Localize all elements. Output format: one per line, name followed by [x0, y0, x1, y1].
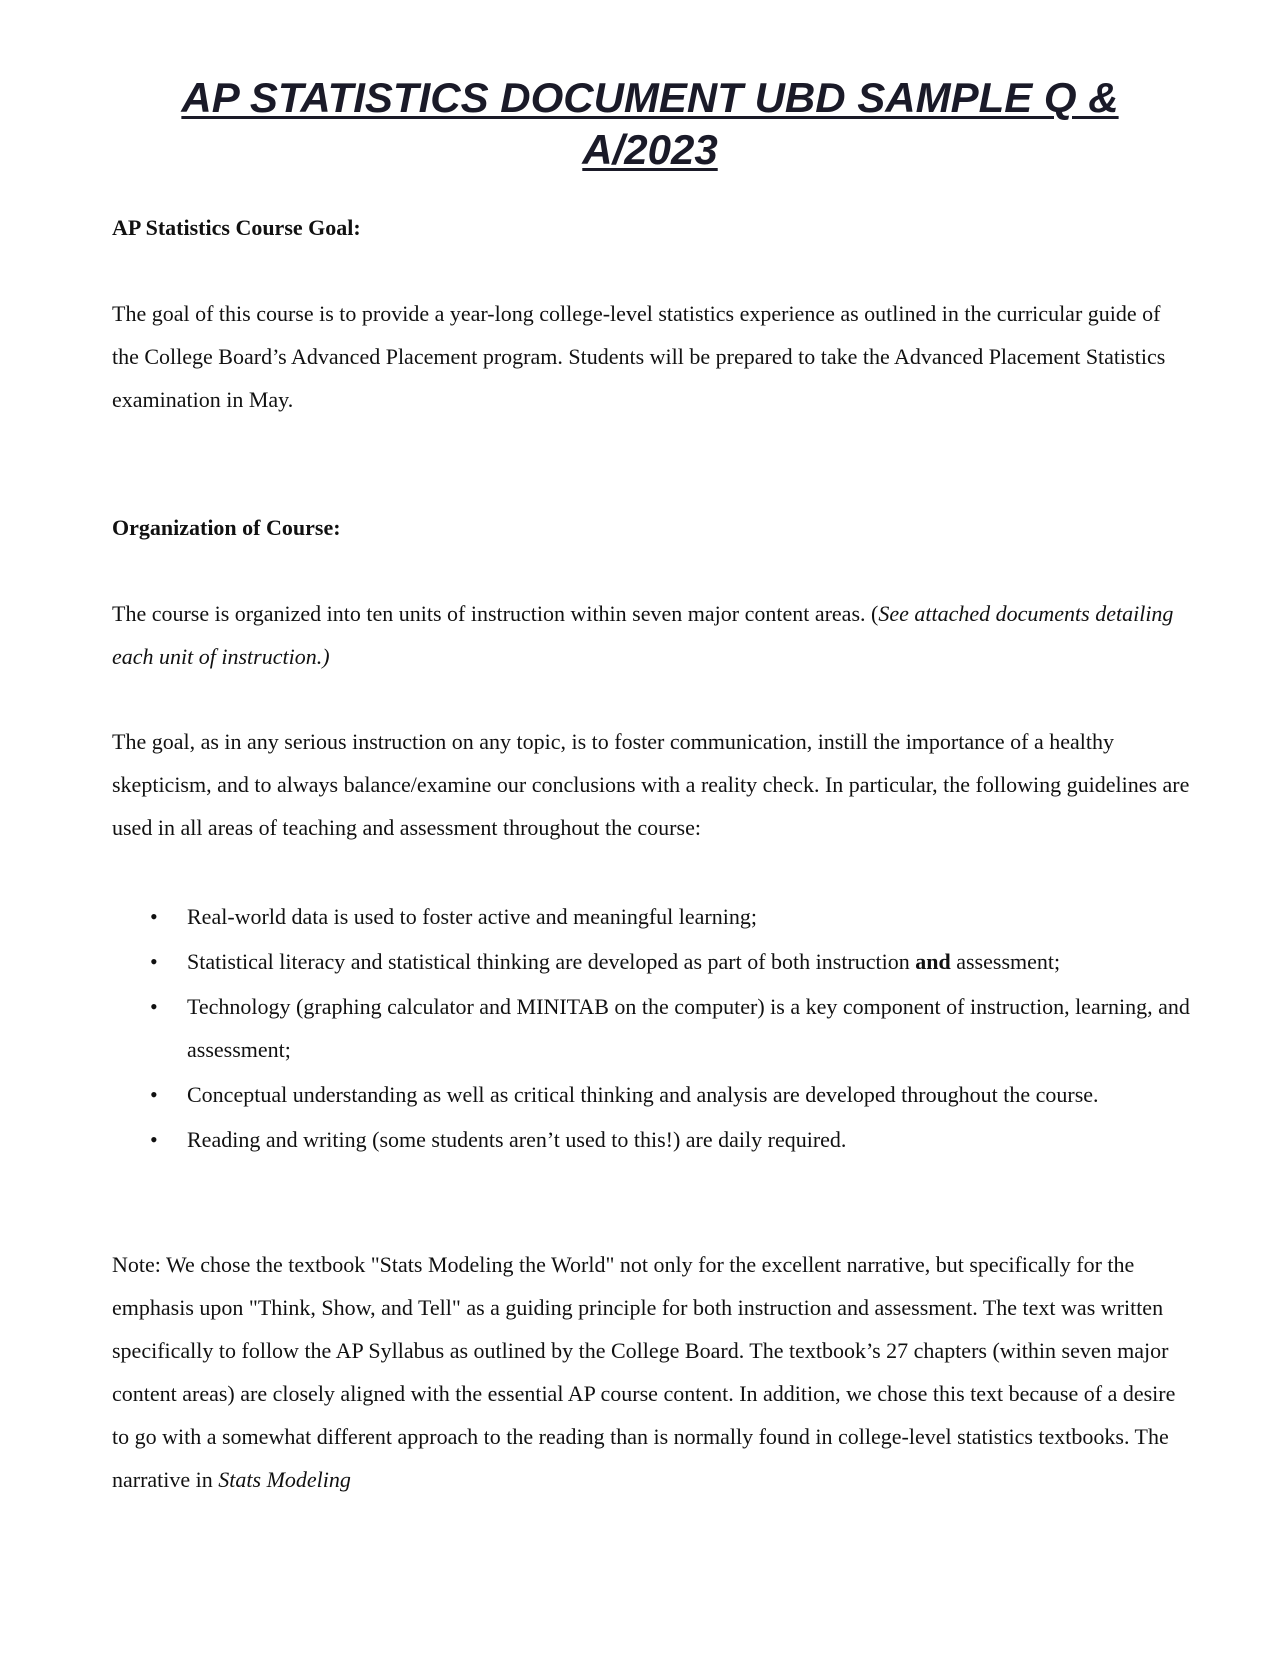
note-text: Note: We chose the textbook "Stats Modeling the World" not only for the excellent narrative, but specifically for the emphasis upon "Think, Show, and Tell" as a guiding principle for both instruction and assessment. The text was written specifically to follow the AP Syllabus as outlined by the College Board. The textbook’s 27 chapters (within seven major content areas) are closely aligned with the essential AP course content. In addition, we chose this text because of a desire to go with a somewhat different approach to the reading than is normally found in college-level statistics textbooks. The narrative in: [112, 1252, 1176, 1492]
organization-paragraph-text: The course is organized into ten units of instruction within seven major content areas. (: [112, 601, 879, 626]
list-item: [112, 1073, 1192, 1116]
organization-paragraph: [112, 592, 1192, 678]
document-title: AP STATISTICS DOCUMENT UBD SAMPLE Q & A/2023: [181, 74, 1119, 173]
guidelines-list: [112, 895, 1192, 1163]
bullet-icon: •: [150, 949, 158, 974]
list-item-text: Reading and writing (some students aren’t used to this!) are daily required.: [187, 1127, 847, 1152]
note-paragraph: [112, 1243, 1192, 1501]
list-item: [112, 1118, 1192, 1161]
list-item: [112, 940, 1192, 983]
bullet-icon: •: [150, 904, 158, 929]
list-item-text-end: assessment;: [950, 949, 1061, 974]
list-item-text: Technology (graphing calculator and MINITAB on the computer) is a key component of instruction, learning, and assessment;: [187, 994, 1190, 1062]
bullet-icon: •: [150, 994, 158, 1019]
list-item: [112, 985, 1192, 1071]
organization-heading: Organization of Course:: [112, 515, 341, 540]
course-goal-heading: AP Statistics Course Goal:: [112, 215, 361, 240]
note-italic-tail: Stats Modeling: [218, 1467, 351, 1492]
list-item: [112, 895, 1192, 938]
list-item-emphasis: and: [915, 949, 951, 974]
list-item-text: Real-world data is used to foster active and meaningful learning;: [187, 904, 757, 929]
guidelines-intro-paragraph: The goal, as in any serious instruction on any topic, is to foster communication, instill the importance of a healthy skepticism, and to always balance/examine our conclusions with a reality check. In particular, the following guidelines are used in all areas of teaching and assessment throughout the course:: [112, 729, 1190, 840]
bullet-icon: •: [150, 1127, 158, 1152]
list-item-text: Conceptual understanding as well as critical thinking and analysis are developed throughout the course.: [187, 1082, 1099, 1107]
bullet-icon: •: [150, 1082, 158, 1107]
course-goal-paragraph: The goal of this course is to provide a year-long college-level statistics experience as outlined in the curricular guide of the College Board’s Advanced Placement program. Students will be prepared to take the Advanced Placement Statistics examination in May.: [112, 301, 1166, 412]
list-item-text: Statistical literacy and statistical thinking are developed as part of both instruction: [187, 949, 916, 974]
organization-paragraph-italic: See attached documents detailing each unit of instruction.): [112, 601, 1174, 669]
